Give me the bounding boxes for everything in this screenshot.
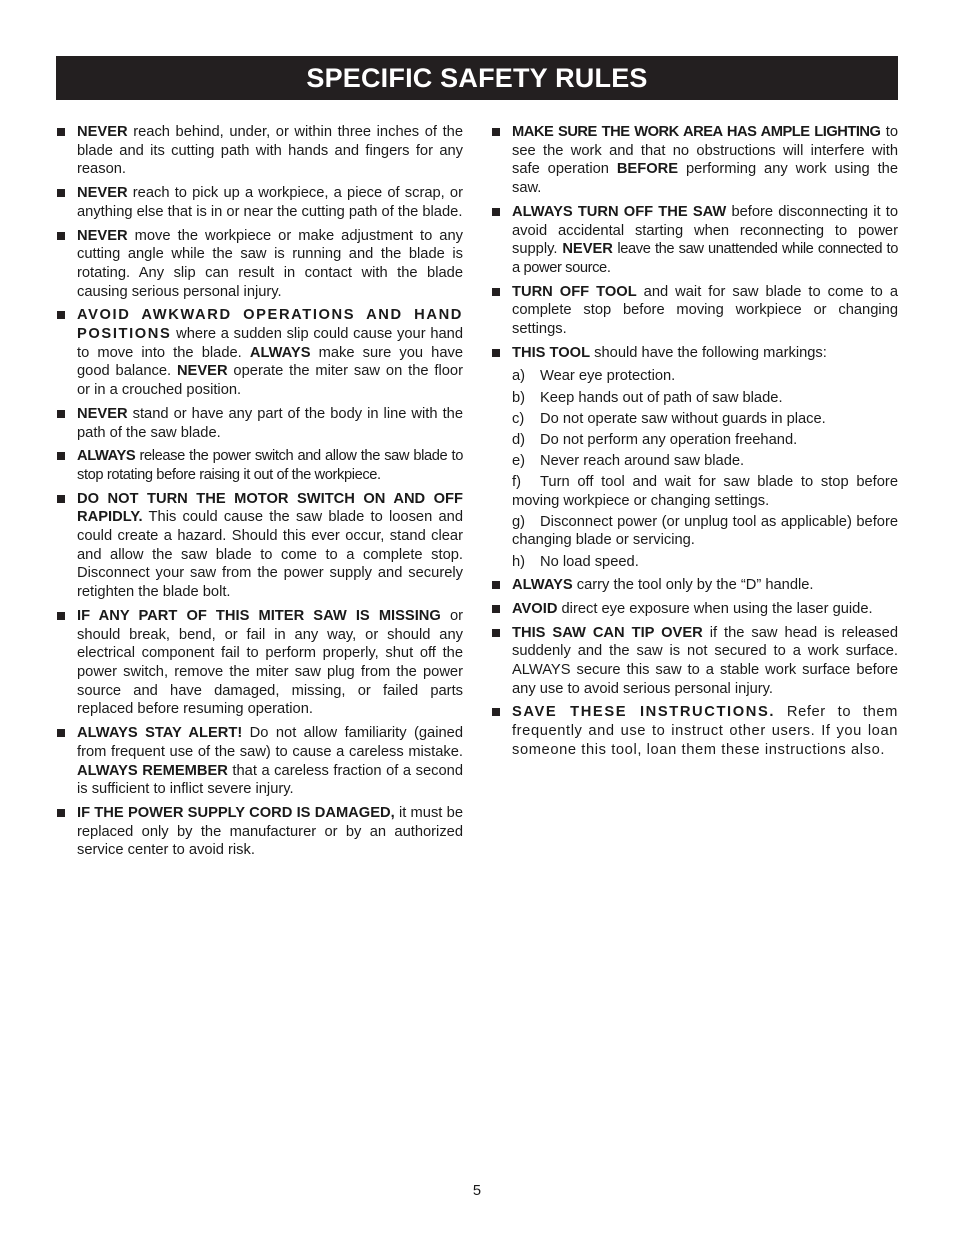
- safety-rule: THIS SAW CAN TIP OVER if the saw head is released suddenly and the saw is not secured to a work surface. ALWAYS secure this saw to a stable work surface before any use to avoid serious personal injury.: [491, 624, 898, 699]
- marking-item: a) Wear eye protection.: [512, 368, 676, 385]
- safety-rule: AVOID AWKWARD OPERATIONS AND HAND POSITIONS where a sudden slip could cause your hand to move into the blade. ALWAYS make sure you have good balance. NEVER operate the miter saw on the floor or in a crouched position.: [56, 306, 463, 400]
- safety-rule: NEVER reach behind, under, or within three inches of the blade and its cutting path with hands and fingers for any reason.: [56, 123, 463, 179]
- safety-rule: IF ANY PART OF THIS MITER SAW IS MISSING or should break, bend, or fail in any way, or should any electrical component fail to perform properly, shut off the power switch, remove the miter saw plug from the power source and have damaged, missing, or failed parts replaced before resuming operation.: [56, 607, 463, 719]
- square-bullet-icon: [492, 581, 500, 589]
- marking-item: e) Never reach around saw blade.: [512, 452, 745, 469]
- safety-rule: ALWAYS STAY ALERT! Do not allow familiarity (gained from frequent use of the saw) to cause a careless mistake. ALWAYS REMEMBER that a careless fraction of a second is sufficient to inflict severe injury.: [56, 724, 463, 799]
- safety-rule: TURN OFF TOOL and wait for saw blade to come to a complete stop before moving workpiece or changing settings.: [491, 283, 898, 339]
- square-bullet-icon: [57, 232, 65, 240]
- square-bullet-icon: [492, 629, 500, 637]
- right-column: [491, 123, 898, 765]
- safety-rule: ALWAYS TURN OFF THE SAW before disconnecting it to avoid accidental starting when reconnecting to power supply. NEVER leave the saw unattended while connected to a power source.: [491, 203, 898, 278]
- safety-rule: AVOID direct eye exposure when using the laser guide.: [491, 600, 898, 619]
- square-bullet-icon: [57, 410, 65, 418]
- square-bullet-icon: [57, 452, 65, 460]
- square-bullet-icon: [57, 809, 65, 817]
- square-bullet-icon: [57, 612, 65, 620]
- safety-rule: NEVER stand or have any part of the body in line with the path of the saw blade.: [56, 405, 463, 442]
- square-bullet-icon: [492, 349, 500, 357]
- safety-rule: DO NOT TURN THE MOTOR SWITCH ON AND OFF RAPIDLY. This could cause the saw blade to loosen and could create a hazard. Should this ever occur, stand clear and allow the saw blade to come to a complete stop. Disconnect your saw from the power supply and securely retighten the blade bolt.: [56, 490, 463, 602]
- safety-rule: MAKE SURE THE WORK AREA HAS AMPLE LIGHTING to see the work and that no obstructions will interfere with safe operation BEFORE performing any work using the saw.: [491, 123, 898, 198]
- square-bullet-icon: [57, 189, 65, 197]
- section-banner: [56, 56, 898, 100]
- safety-rule: NEVER reach to pick up a workpiece, a piece of scrap, or anything else that is in or near the cutting path of the blade.: [56, 184, 463, 221]
- page-title: SPECIFIC SAFETY RULES: [306, 62, 648, 93]
- safety-rule: NEVER move the workpiece or make adjustment to any cutting angle while the saw is running and the blade is rotating. Any slip can result in contact with the blade causing serious personal injury.: [56, 227, 463, 302]
- square-bullet-icon: [492, 208, 500, 216]
- marking-item: d) Do not perform any operation freehand.: [512, 431, 798, 448]
- square-bullet-icon: [57, 729, 65, 737]
- safety-rule: THIS TOOL should have the following markings:: [491, 344, 898, 363]
- square-bullet-icon: [492, 128, 500, 136]
- safety-rule: SAVE THESE INSTRUCTIONS. Refer to them frequently and use to instruct other users. If you loan someone this tool, loan them these instructions also.: [491, 703, 898, 759]
- square-bullet-icon: [57, 311, 65, 319]
- marking-item: h) No load speed.: [512, 553, 639, 570]
- square-bullet-icon: [492, 288, 500, 296]
- marking-item: f) Turn off tool and wait for saw blade to stop before moving workpiece or changing settings.: [512, 473, 898, 509]
- safety-rule: IF THE POWER SUPPLY CORD IS DAMAGED, it must be replaced only by the manufacturer or by an authorized service center to avoid risk.: [56, 804, 463, 860]
- page-number: 5: [472, 1183, 482, 1199]
- marking-item: b) Keep hands out of path of saw blade.: [512, 389, 783, 406]
- square-bullet-icon: [492, 605, 500, 613]
- left-column: [56, 123, 463, 865]
- safety-rule: ALWAYS carry the tool only by the “D” handle.: [491, 576, 898, 595]
- safety-rule: ALWAYS release the power switch and allow the saw blade to stop rotating before raising it out of the workpiece.: [56, 447, 463, 484]
- square-bullet-icon: [57, 128, 65, 136]
- markings-list: [491, 367, 898, 571]
- square-bullet-icon: [492, 708, 500, 716]
- square-bullet-icon: [57, 495, 65, 503]
- marking-item: g) Disconnect power (or unplug tool as applicable) before changing blade or servicing.: [512, 513, 898, 549]
- marking-item: c) Do not operate saw without guards in place.: [512, 410, 826, 427]
